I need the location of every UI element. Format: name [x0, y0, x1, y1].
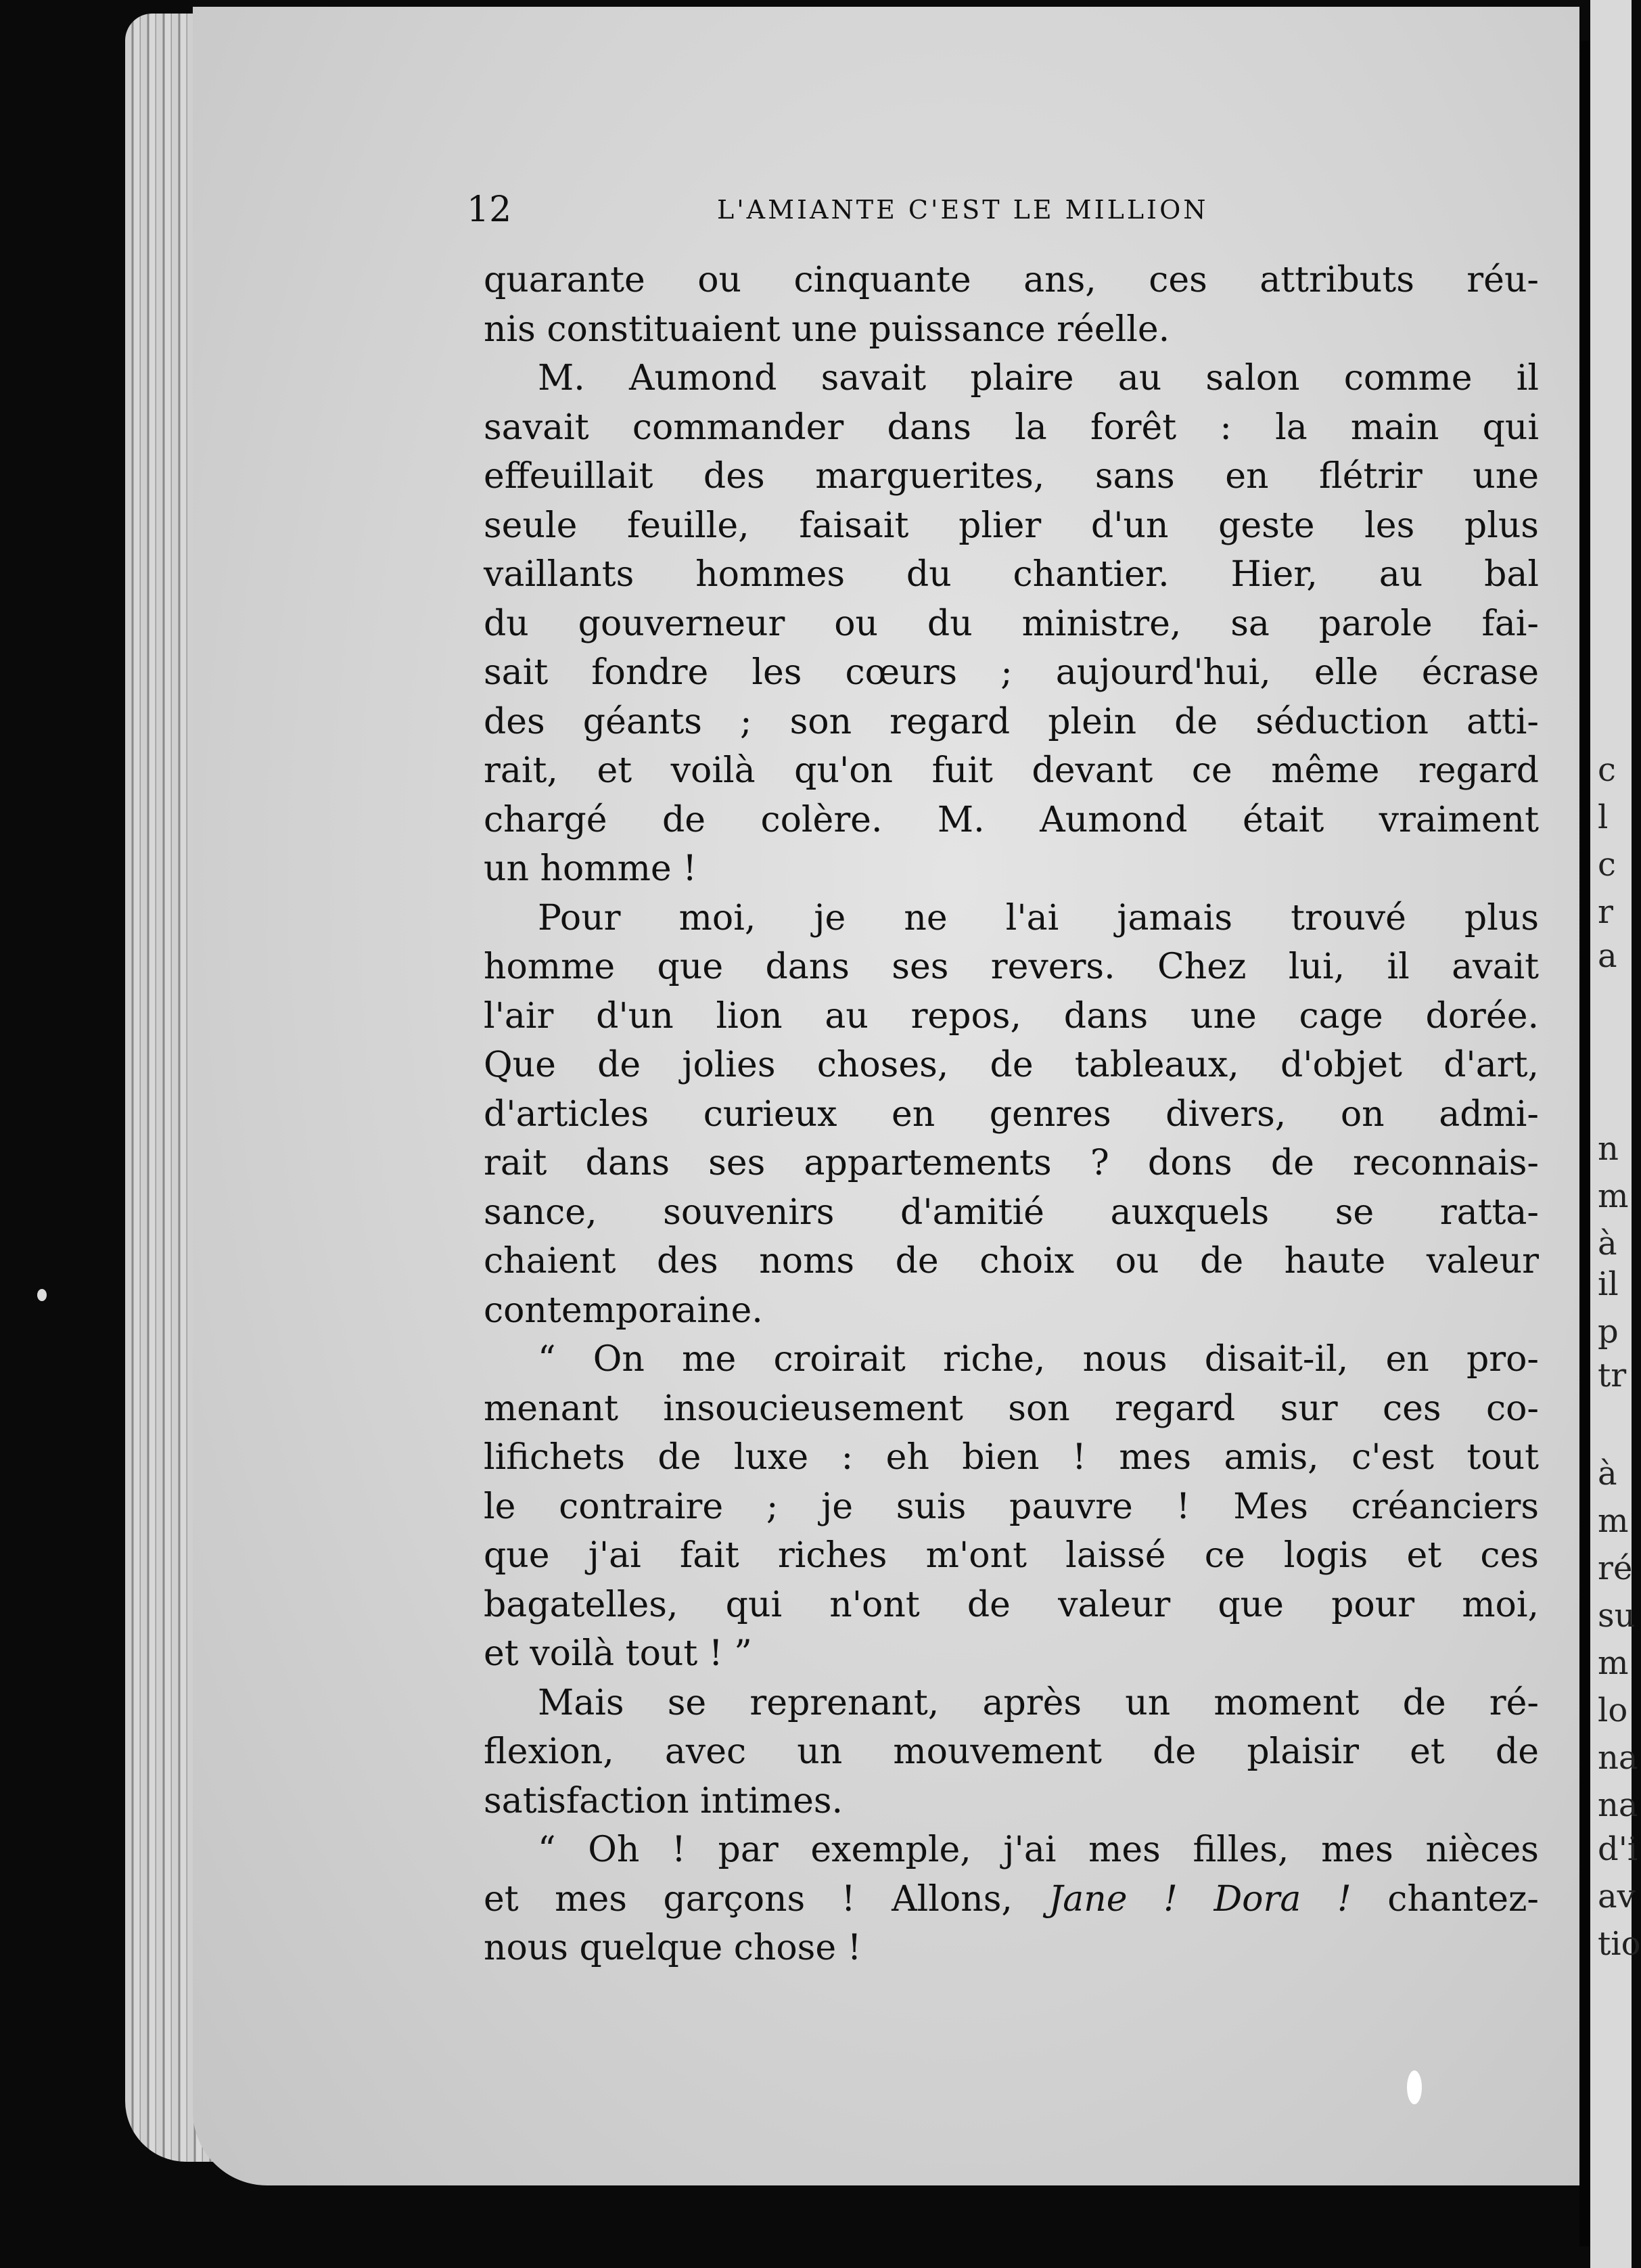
text-line: quarante ou cinquante ans, ces attributs réu- — [484, 260, 1539, 300]
facing-fragment: n — [1598, 1130, 1619, 1168]
text-line: menant insoucieusement son regard sur ces co- — [484, 1388, 1539, 1429]
text-run: chantez- — [1351, 1878, 1539, 1920]
text-line: du gouverneur ou du ministre, sa parole fai- — [484, 603, 1539, 644]
text-line: chaient des noms de choix ou de haute valeur — [484, 1241, 1539, 1282]
text-line: l'air d'un lion au repos, dans une cage dorée. — [484, 995, 1539, 1037]
gutter-rule — [1579, 41, 1590, 2246]
facing-fragment: av — [1598, 1878, 1636, 1915]
text-line: effeuillait des marguerites, sans en flétrir une — [484, 456, 1539, 497]
facing-fragment: tr — [1598, 1357, 1627, 1394]
facing-fragment: lo — [1598, 1692, 1628, 1729]
text-line: nis constituaient une puissance réelle. — [484, 309, 1170, 350]
text-line: rait, et voilà qu'on fuit devant ce même regard — [484, 750, 1539, 791]
facing-fragment: na — [1598, 1739, 1638, 1777]
text-line: Pour moi, je ne l'ai jamais trouvé plus — [538, 897, 1539, 938]
text-line: d'articles curieux en genres divers, on admi- — [484, 1093, 1539, 1135]
text-line: des géants ; son regard plein de séduction atti- — [484, 701, 1539, 742]
text-line: rait dans ses appartements ? dons de reconnais- — [484, 1143, 1539, 1183]
text-line: chargé de colère. M. Aumond était vraiment — [484, 799, 1539, 840]
facing-fragment: m — [1598, 1177, 1629, 1215]
text-line: satisfaction intimes. — [484, 1780, 843, 1821]
text-line: que j'ai fait riches m'ont laissé ce logis et ces — [484, 1535, 1539, 1576]
text-line: seule feuille, faisait plier d'un geste les plus — [484, 505, 1539, 546]
text-line: Que de jolies choses, de tableaux, d'objet d'art, — [484, 1045, 1539, 1085]
text-line: homme que dans ses revers. Chez lui, il avait — [484, 947, 1539, 987]
facing-fragment: ré — [1598, 1549, 1633, 1587]
text-line: Mais se reprenant, après un moment de ré- — [538, 1682, 1539, 1723]
paper-speck — [1407, 2070, 1422, 2104]
italic-name: Jane ! — [1048, 1878, 1178, 1920]
paper-speck — [37, 1289, 47, 1301]
facing-fragment: m — [1598, 1502, 1629, 1540]
facing-fragment: d'i — [1598, 1830, 1638, 1868]
text-line: “ Oh ! par exemple, j'ai mes filles, mes nièces — [538, 1830, 1539, 1870]
facing-fragment: à — [1598, 1225, 1617, 1263]
text-line: sait fondre les cœurs ; aujourd'hui, elle écrase — [484, 652, 1539, 693]
facing-fragment: a — [1598, 937, 1617, 975]
text-line: bagatelles, qui n'ont de valeur que pour moi, — [484, 1584, 1539, 1625]
facing-fragment: na — [1598, 1786, 1638, 1824]
facing-fragment: à — [1598, 1455, 1617, 1493]
facing-fragment: m — [1598, 1644, 1629, 1682]
text-line: flexion, avec un mouvement de plaisir et de — [484, 1731, 1539, 1772]
text-line: et voilà tout ! ” — [484, 1633, 752, 1674]
page-number: 12 — [467, 189, 512, 230]
facing-page-text — [1598, 0, 1641, 2268]
facing-fragment: c — [1598, 846, 1616, 884]
facing-fragment: tio — [1598, 1925, 1641, 1963]
text-line — [484, 1875, 1539, 1924]
facing-fragment: c — [1598, 751, 1616, 789]
text-line: savait commander dans la forêt : la main qui — [484, 407, 1539, 448]
text-line: le contraire ; je suis pauvre ! Mes créanciers — [484, 1486, 1539, 1527]
running-title: L'AMIANTE C'EST LE MILLION — [717, 195, 1209, 225]
text-line: “ On me croirait riche, nous disait-il, en pro- — [538, 1339, 1539, 1380]
facing-fragment: il — [1598, 1265, 1619, 1303]
facing-fragment: su — [1598, 1597, 1636, 1635]
text-line: M. Aumond savait plaire au salon comme il — [538, 358, 1539, 399]
text-line: un homme ! — [484, 848, 697, 889]
italic-name: Dora ! — [1214, 1878, 1351, 1920]
text-line: contemporaine. — [484, 1290, 763, 1331]
text-run — [1178, 1879, 1214, 1920]
text-line: vaillants hommes du chantier. Hier, au bal — [484, 554, 1539, 595]
body-text — [484, 256, 1539, 1973]
text-line: sance, souvenirs d'amitié auxquels se ratta- — [484, 1192, 1539, 1233]
page-header — [467, 183, 1563, 237]
text-line: lifichets de luxe : eh bien ! mes amis, c'est tout — [484, 1437, 1539, 1478]
facing-fragment: l — [1598, 798, 1609, 836]
facing-fragment: r — [1598, 893, 1613, 931]
text-line: nous quelque chose ! — [484, 1928, 862, 1968]
text-run: et mes garçons ! Allons, — [484, 1878, 1049, 1920]
facing-fragment: p — [1598, 1313, 1619, 1351]
